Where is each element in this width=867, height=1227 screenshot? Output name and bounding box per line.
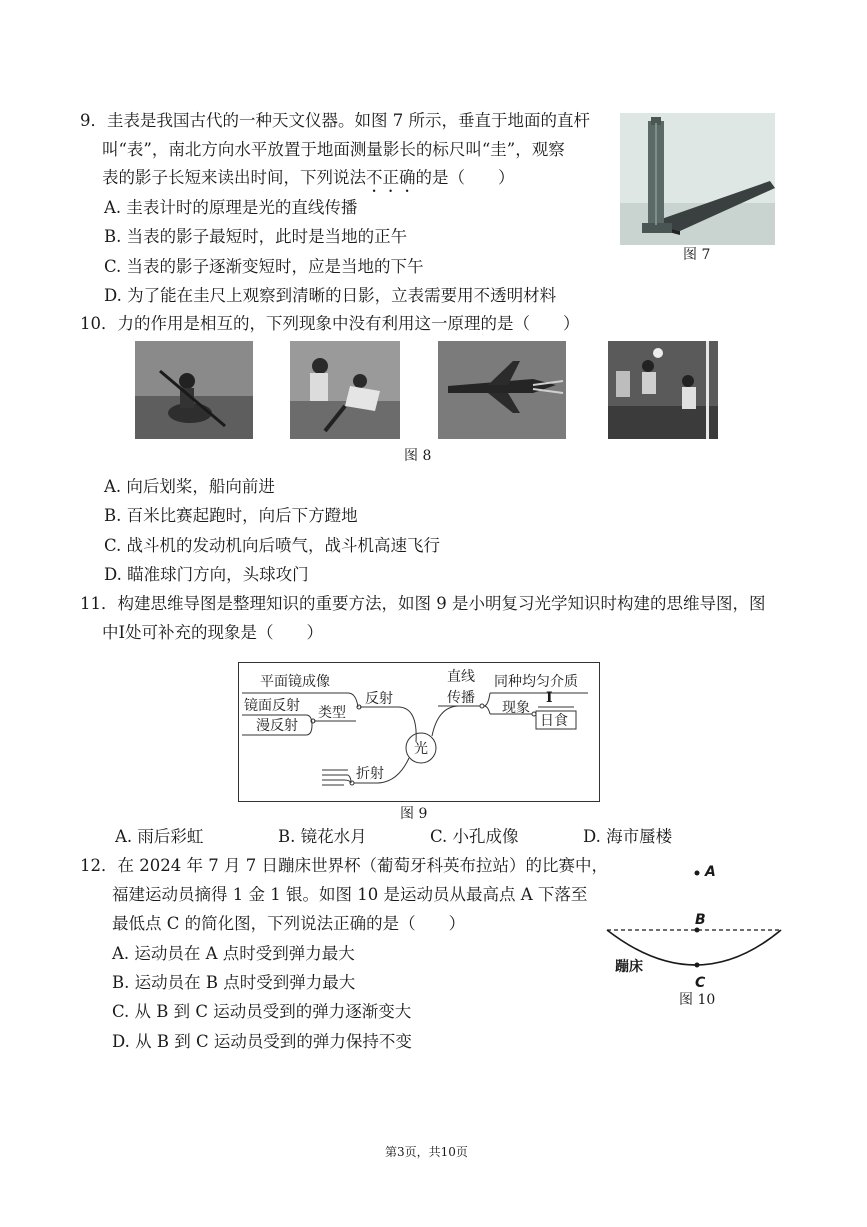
q9-option-d: D. 为了能在圭尺上观察到清晰的日影，立表需要用不透明材料 [104, 286, 557, 305]
point-c-label: C [695, 975, 706, 990]
trampoline-figure [605, 855, 785, 990]
map-node-specular: 镜面反射 [244, 698, 300, 714]
gnomon-figure [620, 113, 775, 245]
point-b-dot [695, 928, 700, 933]
q9-stem-line3: 表的影子长短来读出时间，下列说法不正确的是（ ） [102, 168, 515, 187]
q10-option-a: A. 向后划桨，船向前进 [104, 477, 275, 496]
q12-option-c: C. 从 B 到 C 运动员受到的弹力逐渐变大 [112, 1002, 412, 1021]
q10-stem: 10．力的作用是相互的，下列现象中没有利用这一原理的是（ ） [80, 314, 580, 333]
point-b-label: B [695, 912, 706, 928]
q9-option-c: C. 当表的影子逐渐变短时，应是当地的下午 [104, 257, 424, 276]
rowing-photo [135, 341, 253, 439]
header-soccer-photo [608, 341, 718, 439]
q12-option-d: D. 从 B 到 C 运动员受到的弹力保持不变 [112, 1032, 412, 1051]
q9-option-a: A. 圭表计时的原理是光的直线传播 [104, 198, 358, 217]
map-node-phenomenon: 现象 [502, 700, 530, 716]
point-c-dot [695, 963, 700, 968]
q11-option-c: C. 小孔成像 [430, 827, 519, 846]
map-node-refraction: 折射 [356, 766, 384, 782]
q11-option-d: D. 海市蜃楼 [583, 827, 673, 846]
fighter-jet-photo [438, 341, 566, 439]
q10-option-d: D. 瞄准球门方向，头球攻门 [104, 565, 309, 584]
map-node-straight: 直线 [447, 669, 475, 685]
map-node-diffuse: 漫反射 [256, 718, 298, 734]
q10-option-c: C. 战斗机的发动机向后喷气，战斗机高速飞行 [104, 536, 441, 555]
q12-option-b: B. 运动员在 B 点时受到弹力最大 [112, 973, 356, 992]
map-node-uniform-medium: 同种均匀介质 [494, 674, 578, 690]
sprint-start-photo [290, 341, 400, 439]
point-a-dot [695, 871, 700, 876]
mind-map-figure [238, 662, 600, 802]
map-node-plane-mirror: 平面镜成像 [260, 674, 330, 690]
trampoline-label: 蹦床 [615, 959, 643, 975]
q9-stem-line1: 9．圭表是我国古代的一种天文仪器。如图 7 所示，垂直于地面的直杆 [80, 111, 590, 130]
q12-stem-line1: 12．在 2024 年 7 月 7 日蹦床世界杯（葡萄牙科英布拉站）的比赛中， [80, 856, 608, 875]
figure-9-caption: 图 9 [400, 806, 428, 822]
map-node-type: 类型 [318, 705, 346, 721]
q12-option-a: A. 运动员在 A 点时受到弹力最大 [112, 944, 355, 963]
map-node-propagation: 传播 [447, 690, 475, 706]
map-node-light: 光 [414, 741, 428, 757]
map-node-reflection: 反射 [365, 691, 393, 707]
q11-stem-line2: 中I处可补充的现象是（ ） [102, 623, 324, 642]
q9-option-b: B. 当表的影子最短时，此时是当地的正午 [104, 227, 408, 246]
q11-option-a: A. 雨后彩虹 [115, 827, 204, 846]
q12-stem-line3: 最低点 C 的简化图，下列说法正确的是（ ） [112, 914, 466, 933]
q10-option-b: B. 百米比赛起跑时，向后下方蹬地 [104, 506, 358, 525]
figure-10-caption: 图 10 [679, 992, 716, 1008]
q12-stem-line2: 福建运动员摘得 1 金 1 银。如图 10 是运动员从最高点 A 下落至 [112, 885, 588, 904]
emphasis-not-correct: 不正确 [366, 168, 416, 187]
q11-stem-line1: 11．构建思维导图是整理知识的重要方法，如图 9 是小明复习光学知识时构建的思维导图，图 [80, 594, 766, 613]
map-node-blank-i: I [546, 690, 553, 706]
figure-8-caption: 图 8 [404, 448, 432, 464]
figure-7-caption: 图 7 [683, 247, 711, 263]
q9-stem-line2: 叫“表”，南北方向水平放置于地面测量影长的标尺叫“圭”，观察 [102, 140, 565, 159]
page-footer: 第3页，共10页 [385, 1145, 468, 1159]
q11-option-b: B. 镜花水月 [278, 827, 367, 846]
map-node-solar-eclipse: 日食 [540, 713, 568, 729]
point-a-label: A [705, 864, 716, 880]
